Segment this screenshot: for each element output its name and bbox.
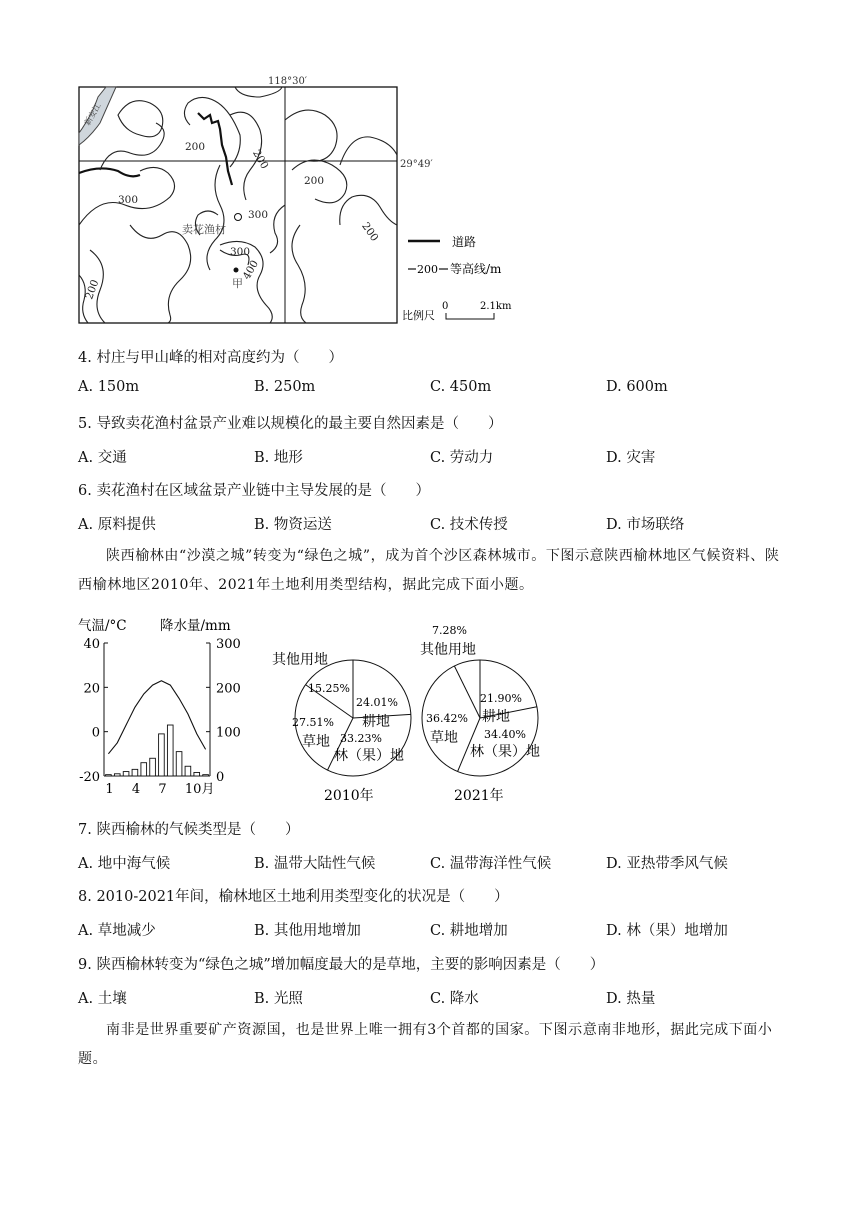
pie2010-forest-pct: 33.23% xyxy=(340,732,382,745)
contour-label: 200 xyxy=(359,220,381,244)
precip-tick-label: 100 xyxy=(216,725,241,741)
q4-option-a[interactable]: A. 150m xyxy=(78,379,140,395)
q5-option-c[interactable]: C. 劳动力 xyxy=(430,450,494,466)
q8-option-d[interactable]: D. 林（果）地增加 xyxy=(606,923,728,939)
scale-bar xyxy=(446,313,494,319)
question-8-stem: 8. 2010-2021年间，榆林地区土地利用类型变化的状况是（ ） xyxy=(78,889,509,905)
pie2021-other-pct: 7.28% xyxy=(432,624,467,637)
pie2021-grass-pct: 36.42% xyxy=(426,712,468,725)
month-tick-label: 10月 xyxy=(184,782,215,797)
precip-bar xyxy=(159,734,165,776)
pie2010-farm-label: 耕地 xyxy=(362,714,390,730)
q5-option-b[interactable]: B. 地形 xyxy=(254,450,303,466)
precip-bar xyxy=(150,758,156,776)
q4-option-b[interactable]: B. 250m xyxy=(254,379,316,395)
precip-bar xyxy=(106,775,112,776)
q8-option-b[interactable]: B. 其他用地增加 xyxy=(254,923,361,939)
q6-option-b[interactable]: B. 物资运送 xyxy=(254,517,332,533)
pie2010-grass-pct: 27.51% xyxy=(292,716,334,729)
passage-south-africa: 南非是世界重要矿产资源国，也是世界上唯一拥有3个首都的国家。下图示意南非地形，据此完成下面小题。 xyxy=(78,1022,773,1067)
precip-tick-label: 200 xyxy=(216,681,241,697)
precip-bar xyxy=(114,774,120,776)
question-4-stem: 4. 村庄与甲山峰的相对高度约为（ ） xyxy=(78,350,343,366)
precip-tick-label: 0 xyxy=(216,770,225,785)
contour-label: 200 xyxy=(83,278,102,302)
climate-chart xyxy=(76,614,262,804)
contour-label: 300 xyxy=(118,194,139,206)
precip-tick-label: 300 xyxy=(216,637,241,652)
month-tick-label: 7 xyxy=(158,782,167,797)
contour-label: 200 xyxy=(250,147,271,172)
pie2021-other-label: 其他用地 xyxy=(420,642,476,658)
land-use-pie-charts xyxy=(268,618,558,808)
pie2021-forest-pct: 34.40% xyxy=(484,728,526,741)
pie2010-forest-label: 林（果）地 xyxy=(334,748,404,764)
q5-option-a[interactable]: A. 交通 xyxy=(78,450,127,466)
latitude-label: 29°49′ xyxy=(400,159,433,170)
q5-option-d[interactable]: D. 灾害 xyxy=(606,450,656,466)
temp-tick-label: 40 xyxy=(83,637,100,652)
q8-option-c[interactable]: C. 耕地增加 xyxy=(430,923,508,939)
q9-option-a[interactable]: A. 土壤 xyxy=(78,991,127,1007)
question-6-stem: 6. 卖花渔村在区域盆景产业链中主导发展的是（ ） xyxy=(78,483,430,499)
precip-bar xyxy=(176,752,182,776)
river-label: 新安江 xyxy=(82,101,103,127)
pie2010-grass-label: 草地 xyxy=(302,734,330,750)
temperature-line xyxy=(108,681,205,754)
pie2021-grass-label: 草地 xyxy=(430,730,458,746)
q6-option-c[interactable]: C. 技术传授 xyxy=(430,517,508,533)
pie2010-other-pct: 15.25% xyxy=(308,682,350,695)
q4-option-c[interactable]: C. 450m xyxy=(430,379,492,395)
q6-option-d[interactable]: D. 市场联络 xyxy=(606,517,685,533)
precip-bar xyxy=(203,775,209,776)
precip-bar xyxy=(123,772,129,776)
precip-bar xyxy=(185,766,191,776)
longitude-label: 118°30′ xyxy=(268,76,308,87)
pie2021-forest-label: 林（果）地 xyxy=(470,744,540,760)
pie2021-year: 2021年 xyxy=(454,788,504,804)
q9-option-d[interactable]: D. 热量 xyxy=(606,991,656,1007)
precip-bar xyxy=(194,772,200,776)
pie2010-year: 2010年 xyxy=(324,788,374,804)
question-7-stem: 7. 陕西榆林的气候类型是（ ） xyxy=(78,822,300,838)
precip-bar xyxy=(132,769,138,776)
pie2021-farm-pct: 21.90% xyxy=(480,692,522,705)
scale-zero: 0 xyxy=(442,301,449,312)
q7-option-b[interactable]: B. 温带大陆性气候 xyxy=(254,856,376,872)
pie2021-farm-label: 耕地 xyxy=(482,709,510,725)
q4-option-d[interactable]: D. 600m xyxy=(606,379,668,395)
q6-option-a[interactable]: A. 原料提供 xyxy=(78,517,156,533)
contour-label: 300 xyxy=(248,209,269,221)
precip-bar xyxy=(141,763,147,776)
contour-label: 400 xyxy=(240,258,262,282)
month-tick-label: 4 xyxy=(131,782,141,797)
contour-label: 300 xyxy=(230,246,251,258)
q9-option-b[interactable]: B. 光照 xyxy=(254,991,303,1007)
question-5-stem: 5. 导致卖花渔村盆景产业难以规模化的最主要自然因素是（ ） xyxy=(78,416,503,432)
temp-axis-label: 气温/°C xyxy=(78,618,127,634)
peak-label: 甲 xyxy=(232,277,243,290)
contour-label: 200 xyxy=(185,141,206,153)
month-tick-label: 1 xyxy=(105,782,114,797)
precip-bar xyxy=(167,725,173,776)
temp-tick-label: -20 xyxy=(79,770,100,785)
legend-contour-value: 200 xyxy=(417,263,438,276)
q7-option-c[interactable]: C. 温带海洋性气候 xyxy=(430,856,552,872)
passage-yulin: 陕西榆林由“沙漠之城”转变为“绿色之城”，成为首个沙区森林城市。下图示意陕西榆林地区气候资料、陕西榆林地区2010年、2021年土地利用类型结构，据此完成下面小题。 xyxy=(78,548,780,593)
scale-label: 比例尺 xyxy=(402,309,435,322)
topographic-map xyxy=(70,75,520,330)
pie2010-other-label: 其他用地 xyxy=(272,652,328,668)
q8-option-a[interactable]: A. 草地减少 xyxy=(78,923,156,939)
temp-tick-label: 0 xyxy=(91,725,100,741)
precip-axis-label: 降水量/mm xyxy=(160,618,231,634)
question-9-stem: 9. 陕西榆林转变为“绿色之城”增加幅度最大的是草地，主要的影响因素是（ ） xyxy=(78,957,605,973)
q9-option-c[interactable]: C. 降水 xyxy=(430,991,479,1007)
pie2010-farm-pct: 24.01% xyxy=(356,696,398,709)
q7-option-d[interactable]: D. 亚热带季风气候 xyxy=(606,856,728,872)
q7-option-a[interactable]: A. 地中海气候 xyxy=(78,856,171,872)
legend-contour-label: 等高线/m xyxy=(450,262,502,276)
legend-road-label: 道路 xyxy=(452,235,477,249)
village-label: 卖花渔村 xyxy=(182,223,226,236)
scale-value: 2.1km xyxy=(480,301,512,312)
contour-label: 200 xyxy=(304,175,325,187)
temp-tick-label: 20 xyxy=(83,681,100,697)
